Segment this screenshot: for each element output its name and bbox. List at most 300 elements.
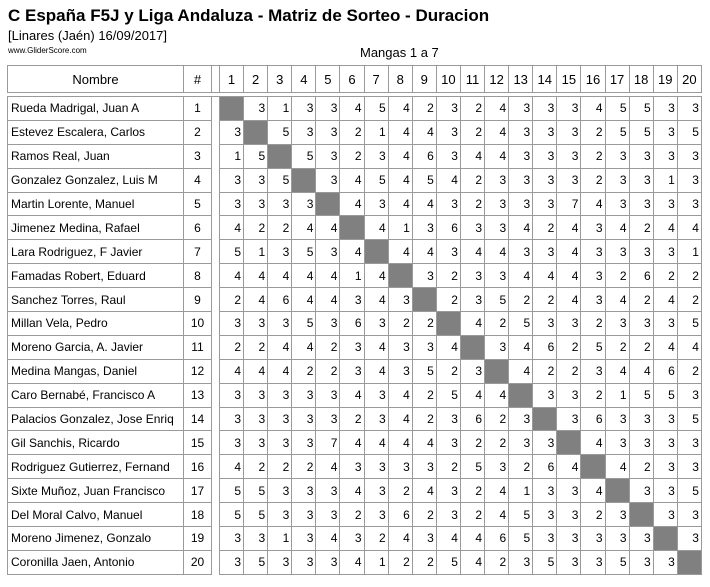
matrix-cell: 1: [653, 168, 677, 192]
matrix-cell: 2: [244, 335, 268, 359]
matrix-cell: 5: [364, 97, 388, 121]
matrix-cell: 1: [509, 479, 533, 503]
matrix-cell: 1: [605, 383, 629, 407]
matrix-cell: 3: [629, 312, 653, 336]
column-header: 4: [292, 66, 316, 93]
matrix-cell: 3: [292, 407, 316, 431]
matrix-cell: 3: [364, 407, 388, 431]
matrix-cell: 2: [629, 216, 653, 240]
diagonal-cell: [677, 550, 701, 574]
diagonal-cell: [268, 144, 292, 168]
matrix-cell: 3: [533, 120, 557, 144]
matrix-cell: 5: [677, 312, 701, 336]
matrix-cell: 4: [460, 144, 484, 168]
column-gap: [212, 216, 220, 240]
pilot-number: 6: [184, 216, 212, 240]
matrix-cell: 5: [677, 120, 701, 144]
matrix-cell: 4: [557, 240, 581, 264]
matrix-cell: 5: [292, 144, 316, 168]
matrix-cell: 2: [485, 431, 509, 455]
matrix-cell: 4: [677, 216, 701, 240]
matrix-cell: 4: [485, 383, 509, 407]
matrix-cell: 4: [364, 288, 388, 312]
matrix-cell: 5: [244, 503, 268, 527]
matrix-cell: 1: [268, 527, 292, 551]
index-column-header: #: [184, 66, 212, 93]
matrix-cell: 6: [653, 359, 677, 383]
table-row: [8, 168, 702, 192]
matrix-cell: 4: [460, 383, 484, 407]
matrix-cell: 4: [388, 407, 412, 431]
matrix-cell: 5: [436, 383, 460, 407]
matrix-cell: 3: [316, 550, 340, 574]
matrix-cell: 4: [460, 312, 484, 336]
matrix-cell: 2: [460, 431, 484, 455]
pilot-number: 20: [184, 550, 212, 574]
matrix-cell: 4: [581, 479, 605, 503]
column-header: 8: [388, 66, 412, 93]
table-row: [8, 407, 702, 431]
name-column-header: Nombre: [8, 66, 184, 93]
diagonal-cell: [436, 312, 460, 336]
matrix-cell: 4: [244, 359, 268, 383]
column-gap: [212, 264, 220, 288]
column-gap: [212, 407, 220, 431]
matrix-cell: 3: [485, 216, 509, 240]
matrix-cell: 4: [557, 216, 581, 240]
matrix-cell: 2: [220, 335, 244, 359]
matrix-cell: 3: [460, 216, 484, 240]
matrix-cell: 3: [581, 264, 605, 288]
matrix-cell: 2: [581, 383, 605, 407]
matrix-cell: 3: [485, 335, 509, 359]
matrix-cell: 3: [268, 383, 292, 407]
pilot-name: Jimenez Medina, Rafael: [8, 216, 184, 240]
column-header: 9: [412, 66, 436, 93]
column-gap: [212, 359, 220, 383]
matrix-cell: 6: [340, 312, 364, 336]
matrix-cell: 5: [412, 168, 436, 192]
matrix-cell: 2: [460, 97, 484, 121]
matrix-cell: 3: [509, 192, 533, 216]
matrix-cell: 4: [581, 192, 605, 216]
pilot-name: Millan Vela, Pedro: [8, 312, 184, 336]
table-row: [8, 264, 702, 288]
matrix-cell: 2: [485, 312, 509, 336]
diagonal-cell: [557, 431, 581, 455]
site-credit: www.GliderScore.com: [8, 46, 87, 55]
matrix-cell: 4: [220, 359, 244, 383]
matrix-cell: 3: [220, 312, 244, 336]
matrix-cell: 2: [436, 288, 460, 312]
matrix-cell: 2: [460, 479, 484, 503]
matrix-cell: 3: [557, 168, 581, 192]
pilot-name: Gil Sanchis, Ricardo: [8, 431, 184, 455]
matrix-cell: 3: [268, 407, 292, 431]
matrix-cell: 3: [581, 359, 605, 383]
matrix-cell: 1: [340, 264, 364, 288]
matrix-cell: 5: [677, 407, 701, 431]
matrix-cell: 3: [557, 383, 581, 407]
pilot-number: 16: [184, 455, 212, 479]
matrix-cell: 2: [581, 120, 605, 144]
pilot-name: Rueda Madrigal, Juan A: [8, 97, 184, 121]
matrix-cell: 6: [581, 407, 605, 431]
matrix-cell: 4: [485, 503, 509, 527]
matrix-cell: 2: [340, 503, 364, 527]
matrix-cell: 3: [485, 168, 509, 192]
pilot-name: Sixte Muñoz, Juan Francisco: [8, 479, 184, 503]
pilot-number: 11: [184, 335, 212, 359]
matrix-cell: 3: [364, 479, 388, 503]
matrix-cell: 3: [653, 120, 677, 144]
matrix-cell: 4: [388, 527, 412, 551]
matrix-cell: 4: [485, 97, 509, 121]
pilot-name: Rodriguez Gutierrez, Fernand: [8, 455, 184, 479]
table-row: [8, 144, 702, 168]
column-gap: [212, 120, 220, 144]
matrix-cell: 6: [460, 407, 484, 431]
matrix-cell: 3: [581, 527, 605, 551]
matrix-cell: 3: [412, 216, 436, 240]
matrix-cell: 3: [268, 240, 292, 264]
matrix-cell: 4: [364, 431, 388, 455]
matrix-cell: 3: [292, 550, 316, 574]
matrix-cell: 2: [605, 264, 629, 288]
matrix-cell: 3: [485, 192, 509, 216]
matrix-cell: 3: [364, 192, 388, 216]
matrix-cell: 3: [509, 97, 533, 121]
diagonal-cell: [220, 97, 244, 121]
matrix-cell: 5: [292, 240, 316, 264]
pilot-number: 5: [184, 192, 212, 216]
matrix-cell: 3: [509, 120, 533, 144]
column-gap: [212, 383, 220, 407]
pilot-number: 10: [184, 312, 212, 336]
matrix-cell: 3: [533, 168, 557, 192]
pilot-name: Famadas Robert, Eduard: [8, 264, 184, 288]
column-header: 7: [364, 66, 388, 93]
matrix-cell: 3: [629, 527, 653, 551]
matrix-cell: 4: [412, 479, 436, 503]
matrix-cell: 4: [220, 264, 244, 288]
matrix-cell: 3: [629, 479, 653, 503]
matrix-cell: 3: [412, 527, 436, 551]
matrix-cell: 3: [220, 527, 244, 551]
matrix-cell: 3: [340, 335, 364, 359]
matrix-cell: 3: [677, 527, 701, 551]
matrix-cell: 3: [220, 383, 244, 407]
matrix-cell: 4: [533, 264, 557, 288]
matrix-cell: 3: [533, 431, 557, 455]
matrix-cell: 2: [557, 359, 581, 383]
matrix-cell: 5: [460, 455, 484, 479]
matrix-cell: 3: [364, 503, 388, 527]
matrix-cell: 2: [460, 192, 484, 216]
matrix-cell: 3: [220, 120, 244, 144]
matrix-cell: 4: [388, 240, 412, 264]
matrix-cell: 2: [316, 359, 340, 383]
matrix-cell: 5: [629, 97, 653, 121]
matrix-cell: 2: [485, 550, 509, 574]
matrix-cell: 3: [629, 407, 653, 431]
matrix-cell: 6: [485, 527, 509, 551]
column-gap: [212, 144, 220, 168]
matrix-cell: 6: [533, 335, 557, 359]
matrix-cell: 3: [533, 527, 557, 551]
matrix-cell: 5: [244, 550, 268, 574]
column-gap: [212, 288, 220, 312]
diagonal-cell: [653, 527, 677, 551]
matrix-cell: 2: [340, 120, 364, 144]
table-row: [8, 431, 702, 455]
matrix-cell: 4: [340, 479, 364, 503]
matrix-cell: 3: [244, 407, 268, 431]
matrix-cell: 4: [412, 120, 436, 144]
matrix-cell: 3: [509, 144, 533, 168]
matrix-cell: 3: [485, 455, 509, 479]
matrix-cell: 3: [364, 383, 388, 407]
matrix-cell: 3: [316, 383, 340, 407]
matrix-cell: 3: [268, 503, 292, 527]
matrix-cell: 5: [605, 120, 629, 144]
matrix-cell: 2: [509, 288, 533, 312]
matrix-cell: 2: [388, 479, 412, 503]
matrix-cell: 3: [340, 527, 364, 551]
table-row: [8, 240, 702, 264]
matrix-cell: 6: [629, 264, 653, 288]
pilot-number: 18: [184, 503, 212, 527]
matrix-cell: 2: [653, 264, 677, 288]
matrix-cell: 3: [533, 240, 557, 264]
matrix-cell: 4: [388, 120, 412, 144]
matrix-cell: 4: [605, 288, 629, 312]
matrix-cell: 4: [412, 192, 436, 216]
matrix-cell: 4: [244, 288, 268, 312]
matrix-cell: 3: [629, 550, 653, 574]
matrix-cell: 2: [412, 383, 436, 407]
matrix-cell: 3: [653, 550, 677, 574]
matrix-cell: 2: [268, 216, 292, 240]
matrix-cell: 3: [653, 455, 677, 479]
matrix-cell: 3: [605, 527, 629, 551]
matrix-cell: 4: [244, 264, 268, 288]
pilot-name: Ramos Real, Juan: [8, 144, 184, 168]
matrix-cell: 3: [629, 240, 653, 264]
column-gap: [212, 503, 220, 527]
matrix-cell: 5: [220, 240, 244, 264]
matrix-cell: 5: [292, 312, 316, 336]
matrix-cell: 3: [533, 312, 557, 336]
matrix-cell: 3: [244, 383, 268, 407]
matrix-cell: 4: [316, 264, 340, 288]
matrix-cell: 3: [557, 97, 581, 121]
diagonal-cell: [581, 455, 605, 479]
matrix-cell: 4: [460, 240, 484, 264]
matrix-cell: 2: [292, 359, 316, 383]
matrix-cell: 2: [485, 407, 509, 431]
matrix-cell: 3: [244, 312, 268, 336]
matrix-cell: 3: [557, 550, 581, 574]
matrix-cell: 5: [533, 550, 557, 574]
column-gap: [212, 168, 220, 192]
matrix-cell: 3: [557, 312, 581, 336]
matrix-cell: 2: [581, 503, 605, 527]
matrix-cell: 2: [412, 503, 436, 527]
matrix-cell: 4: [340, 168, 364, 192]
matrix-cell: 2: [460, 168, 484, 192]
matrix-cell: 2: [268, 455, 292, 479]
table-body: [8, 93, 702, 575]
matrix-cell: 4: [340, 192, 364, 216]
matrix-cell: 3: [485, 264, 509, 288]
table-row: [8, 527, 702, 551]
pilot-name: Del Moral Calvo, Manuel: [8, 503, 184, 527]
table-row: [8, 97, 702, 121]
matrix-cell: 3: [268, 431, 292, 455]
matrix-cell: 2: [629, 288, 653, 312]
matrix-cell: 5: [629, 120, 653, 144]
matrix-cell: 3: [436, 97, 460, 121]
matrix-cell: 4: [388, 168, 412, 192]
matrix-cell: 4: [364, 335, 388, 359]
pilot-number: 3: [184, 144, 212, 168]
matrix-cell: 3: [388, 455, 412, 479]
matrix-cell: 3: [436, 120, 460, 144]
matrix-cell: 4: [653, 288, 677, 312]
pilot-name: Estevez Escalera, Carlos: [8, 120, 184, 144]
matrix-cell: 5: [509, 312, 533, 336]
matrix-cell: 2: [436, 359, 460, 383]
matrix-cell: 5: [268, 120, 292, 144]
diagonal-cell: [629, 503, 653, 527]
matrix-cell: 2: [292, 455, 316, 479]
matrix-cell: 2: [533, 359, 557, 383]
matrix-cell: 4: [509, 335, 533, 359]
matrix-cell: 1: [268, 97, 292, 121]
matrix-cell: 4: [316, 455, 340, 479]
matrix-cell: 4: [388, 192, 412, 216]
matrix-cell: 3: [460, 359, 484, 383]
matrix-cell: 5: [485, 288, 509, 312]
matrix-cell: 3: [364, 312, 388, 336]
matrix-cell: 3: [533, 97, 557, 121]
table-row: [8, 455, 702, 479]
matrix-cell: 3: [436, 192, 460, 216]
matrix-cell: 3: [412, 455, 436, 479]
matrix-cell: 2: [533, 288, 557, 312]
column-gap: [212, 312, 220, 336]
matrix-cell: 3: [581, 216, 605, 240]
diagonal-cell: [316, 192, 340, 216]
matrix-cell: 2: [581, 312, 605, 336]
matrix-cell: 2: [581, 144, 605, 168]
matrix-cell: 2: [460, 503, 484, 527]
column-header: 16: [581, 66, 605, 93]
matrix-cell: 3: [316, 503, 340, 527]
column-header: 19: [653, 66, 677, 93]
matrix-cell: 3: [509, 550, 533, 574]
column-header: 1: [220, 66, 244, 93]
diagonal-cell: [244, 120, 268, 144]
matrix-cell: 5: [220, 503, 244, 527]
column-gap: [212, 66, 220, 93]
matrix-cell: 3: [533, 479, 557, 503]
matrix-cell: 4: [220, 455, 244, 479]
column-gap: [212, 527, 220, 551]
matrix-cell: 2: [460, 120, 484, 144]
matrix-cell: 5: [268, 168, 292, 192]
matrix-cell: 4: [653, 216, 677, 240]
pilot-name: Sanchez Torres, Raul: [8, 288, 184, 312]
matrix-cell: 3: [412, 264, 436, 288]
matrix-cell: 3: [220, 550, 244, 574]
matrix-cell: 7: [316, 431, 340, 455]
matrix-cell: 3: [653, 312, 677, 336]
matrix-cell: 4: [220, 216, 244, 240]
matrix-cell: 6: [268, 288, 292, 312]
matrix-cell: 2: [412, 312, 436, 336]
matrix-cell: 2: [244, 455, 268, 479]
pilot-number: 8: [184, 264, 212, 288]
matrix-cell: 4: [557, 264, 581, 288]
pilot-number: 13: [184, 383, 212, 407]
matrix-cell: 5: [581, 335, 605, 359]
diagonal-cell: [605, 479, 629, 503]
matrix-cell: 3: [316, 144, 340, 168]
matrix-cell: 5: [364, 168, 388, 192]
matrix-cell: 3: [316, 240, 340, 264]
matrix-cell: 4: [509, 359, 533, 383]
matrix-cell: 3: [340, 359, 364, 383]
matrix-cell: 4: [340, 97, 364, 121]
matrix-cell: 4: [605, 216, 629, 240]
matrix-cell: 1: [677, 240, 701, 264]
matrix-cell: 4: [268, 264, 292, 288]
pilot-number: 17: [184, 479, 212, 503]
matrix-cell: 3: [244, 431, 268, 455]
table-row: [8, 550, 702, 574]
column-header: 14: [533, 66, 557, 93]
column-header: 2: [244, 66, 268, 93]
table-row: [8, 479, 702, 503]
diagonal-cell: [533, 407, 557, 431]
matrix-cell: 3: [292, 97, 316, 121]
table-row: [8, 120, 702, 144]
pilot-name: Lara Rodriguez, F Javier: [8, 240, 184, 264]
matrix-cell: 3: [677, 383, 701, 407]
column-gap: [212, 479, 220, 503]
pilot-number: 19: [184, 527, 212, 551]
matrix-cell: 2: [677, 288, 701, 312]
table-row: [8, 288, 702, 312]
matrix-cell: 3: [244, 168, 268, 192]
diagonal-cell: [509, 383, 533, 407]
matrix-cell: 4: [292, 216, 316, 240]
matrix-cell: 4: [581, 97, 605, 121]
matrix-cell: 5: [436, 550, 460, 574]
page-title: C España F5J y Liga Andaluza - Matriz de Sorteo - Duracion: [8, 6, 490, 25]
matrix-cell: 5: [244, 479, 268, 503]
matrix-cell: 3: [436, 407, 460, 431]
pilot-name: Medina Mangas, Daniel: [8, 359, 184, 383]
matrix-cell: 3: [292, 479, 316, 503]
pilot-number: 15: [184, 431, 212, 455]
matrix-cell: 4: [364, 359, 388, 383]
column-header: 20: [677, 66, 701, 93]
matrix-cell: 1: [364, 550, 388, 574]
matrix-cell: 2: [388, 312, 412, 336]
